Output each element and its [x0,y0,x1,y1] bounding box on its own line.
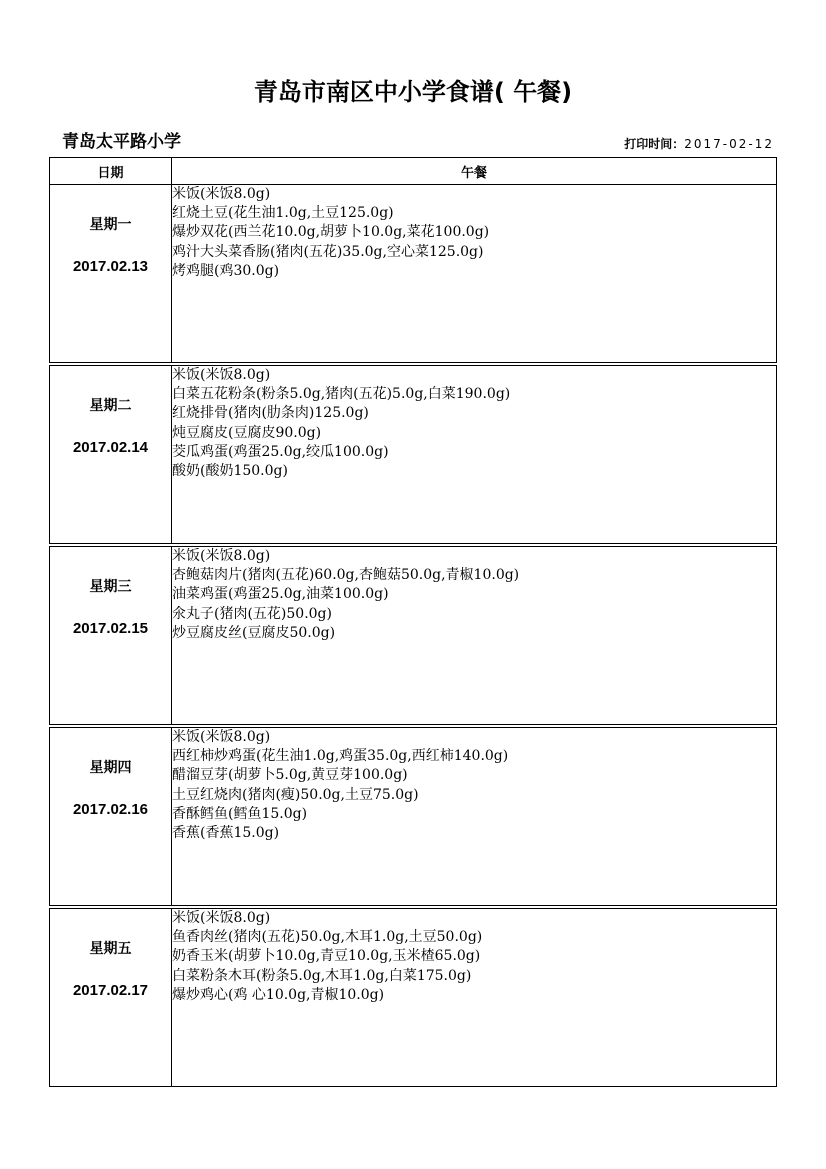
dishes-cell [172,547,777,725]
dishes-cell [172,366,777,544]
table-row [50,547,777,725]
dishes-cell [172,728,777,906]
page-title: 青岛市南区中小学食谱( 午餐) [253,78,573,106]
day-cell [50,909,172,1087]
dish-item: 米饭(米饭8.0g) [172,910,271,926]
print-time [624,136,774,152]
print-time-value: 2017-02-12 [684,137,774,151]
dish-item: 烤鸡腿(鸡30.0g) [172,262,280,279]
table-header-row [50,158,777,185]
day-cell [50,547,172,725]
dish-item: 炒豆腐皮丝(豆腐皮50.0g) [172,624,336,641]
dish-item: 氽丸子(猪肉(五花)50.0g) [172,605,332,622]
weekday: 星期四 [89,760,132,776]
header-date: 日期 [50,158,172,185]
dish-item: 醋溜豆芽(胡萝卜5.0g,黄豆芽100.0g) [172,767,408,784]
date: 2017.02.17 [72,982,149,999]
dish-item: 白菜粉条木耳(粉条5.0g,木耳1.0g,白菜175.0g) [172,967,472,984]
dish-item: 香酥鳕鱼(鳕鱼15.0g) [172,805,308,822]
dish-item: 爆炒双花(西兰花10.0g,胡萝卜10.0g,菜花100.0g) [172,224,490,241]
dish-item: 酸奶(酸奶150.0g) [172,463,288,480]
date: 2017.02.16 [72,801,149,818]
day-cell [50,366,172,544]
dishes-cell [172,185,777,363]
dish-item: 鸡汁大头菜香肠(猪肉(五花)35.0g,空心菜125.0g) [172,243,484,260]
date: 2017.02.15 [72,620,149,637]
dish-item: 米饭(米饭8.0g) [172,367,271,383]
table-row [50,909,777,1087]
dish-item: 香蕉(香蕉15.0g) [172,825,280,842]
date: 2017.02.13 [72,258,149,275]
weekday: 星期五 [89,941,132,957]
dish-item: 爆炒鸡心(鸡 心10.0g,青椒10.0g) [172,986,385,1003]
day-cell [50,185,172,363]
dish-item: 红烧排骨(猪肉(肋条肉)125.0g) [172,405,369,422]
dish-item: 米饭(米饭8.0g) [172,729,271,745]
day-cell [50,728,172,906]
table-row [50,728,777,906]
dish-item: 米饭(米饭8.0g) [172,548,271,564]
table-row [50,366,777,544]
dish-item: 鱼香肉丝(猪肉(五花)50.0g,木耳1.0g,土豆50.0g) [172,929,483,946]
dish-item: 米饭(米饭8.0g) [172,186,271,202]
dish-item: 炖豆腐皮(豆腐皮90.0g) [172,424,322,441]
dish-item: 西红柿炒鸡蛋(花生油1.0g,鸡蛋35.0g,西红柿140.0g) [172,748,509,765]
school-name: 青岛太平路小学 [62,132,181,152]
dish-item: 茭瓜鸡蛋(鸡蛋25.0g,绞瓜100.0g) [172,443,389,460]
dish-item: 红烧土豆(花生油1.0g,土豆125.0g) [172,205,394,222]
weekday: 星期三 [89,579,132,595]
header-lunch: 午餐 [172,158,777,185]
print-time-label: 打印时间： [624,137,685,151]
weekday: 星期一 [89,217,132,233]
dish-item: 土豆红烧肉(猪肉(瘦)50.0g,土豆75.0g) [172,786,419,803]
date: 2017.02.14 [72,439,149,456]
dish-item: 奶香玉米(胡萝卜10.0g,青豆10.0g,玉米楂65.0g) [172,948,481,965]
weekday: 星期二 [89,398,132,414]
menu-table [49,157,777,1087]
dish-item: 白菜五花粉条(粉条5.0g,猪肉(五花)5.0g,白菜190.0g) [172,386,511,403]
table-row [50,185,777,363]
dishes-cell [172,909,777,1087]
dish-item: 油菜鸡蛋(鸡蛋25.0g,油菜100.0g) [172,586,389,603]
dish-item: 杏鲍菇肉片(猪肉(五花)60.0g,杏鲍菇50.0g,青椒10.0g) [172,567,520,584]
